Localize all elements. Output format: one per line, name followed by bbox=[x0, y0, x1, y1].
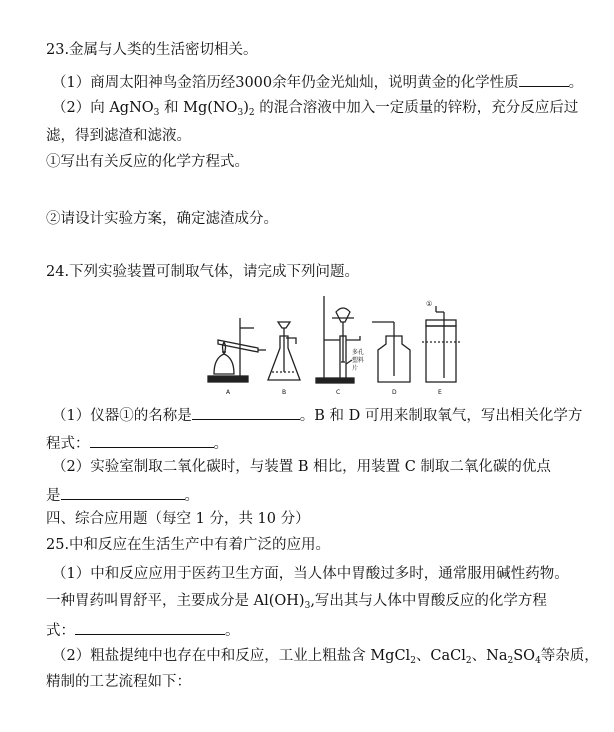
q23-part2-a: （2）向 AgNO bbox=[52, 100, 154, 116]
q25-title: 25.中和反应在生活生产中有着广泛的应用。 bbox=[46, 537, 331, 553]
q25-part2-e: 等杂质， bbox=[540, 648, 599, 664]
q25-part1-line2 bbox=[46, 591, 547, 611]
q24-advantage-blank[interactable] bbox=[61, 483, 185, 500]
q23-part2-b: 和 Mg(NO bbox=[159, 100, 238, 116]
q25-part2-d: SO bbox=[513, 648, 536, 664]
q23-part2 bbox=[52, 98, 578, 118]
q24-part2-line2 bbox=[46, 483, 199, 506]
q25-part2-a: （2）粗盐提纯中也存在中和反应，工业上粗盐含 MgCl bbox=[52, 648, 411, 664]
subscript-2: 2 bbox=[465, 656, 472, 666]
q24-part1-a: （1）仪器①的名称是 bbox=[52, 408, 192, 424]
q24-part1-b: 。B 和 D 可用来制取氧气，写出相关化学方 bbox=[299, 408, 583, 424]
annotation-porous: 多孔 bbox=[352, 349, 365, 356]
subscript-4: 4 bbox=[535, 656, 541, 666]
annotation-sheet: 片 bbox=[352, 365, 359, 372]
subscript-3: 3 bbox=[304, 601, 311, 611]
q24-instrument-name-blank[interactable] bbox=[192, 403, 300, 420]
q24-part2: （2）实验室制取二氧化碳时，与装置 B 相比，用装置 C 制取二氧化碳的优点 bbox=[52, 459, 551, 475]
subscript-2: 2 bbox=[248, 108, 255, 118]
marker-one: ① bbox=[426, 300, 433, 308]
q25-equation-blank[interactable] bbox=[75, 618, 225, 635]
q24-part1-line2-b: 。 bbox=[213, 436, 228, 452]
q25-part1-line3-a: 式： bbox=[46, 623, 75, 639]
apparatus-d bbox=[372, 322, 410, 382]
q24-title: 24.下列实验装置可制取气体，请完成下列问题。 bbox=[46, 264, 360, 280]
q24-part1-line2 bbox=[46, 431, 228, 454]
q23-sub2: ②请设计实验方案，确定滤渣成分。 bbox=[46, 211, 278, 227]
q25-part1-line3-b: 。 bbox=[225, 623, 240, 639]
q23-part1 bbox=[52, 70, 583, 93]
q23-title: 23.金属与人类的生活密切相关。 bbox=[46, 42, 258, 58]
q24-part1-line2-a: 程式： bbox=[46, 436, 90, 452]
annotation-plastic: 塑料 bbox=[352, 357, 365, 364]
subscript-2: 2 bbox=[410, 656, 416, 666]
subscript-2: 2 bbox=[507, 656, 514, 666]
label-a: A bbox=[226, 389, 231, 396]
subscript-3: 3 bbox=[153, 108, 160, 118]
label-c: C bbox=[336, 389, 341, 396]
q23-sub1: ①写出有关反应的化学方程式。 bbox=[46, 154, 249, 170]
q25-part2-c: 、Na bbox=[471, 648, 508, 664]
q23-part1-end: 。 bbox=[568, 75, 584, 91]
lab-apparatus-diagram bbox=[200, 292, 470, 398]
q23-part2-c: ) bbox=[243, 100, 249, 116]
section-4-title: 四、综合应用题（每空 1 分，共 10 分） bbox=[46, 511, 310, 527]
q25-part2-b: 、CaCl bbox=[415, 648, 466, 664]
subscript-3: 3 bbox=[237, 108, 244, 118]
q23-part1-answer-blank[interactable] bbox=[519, 70, 569, 87]
q25-part1-c: ,写出其与人体中胃酸反应的化学方程 bbox=[310, 593, 547, 609]
q25-part2-line2: 精制的工艺流程如下： bbox=[46, 674, 191, 690]
label-e: E bbox=[438, 389, 442, 396]
label-d: D bbox=[392, 389, 397, 396]
q23-part2-line2: 滤，得到滤渣和滤液。 bbox=[46, 128, 191, 144]
q25-part1-line3 bbox=[46, 618, 240, 641]
apparatus-b bbox=[268, 322, 300, 380]
q24-part2-line2-a: 是 bbox=[46, 488, 61, 504]
q25-part2 bbox=[52, 646, 599, 666]
q25-part1: （1）中和反应应用于医药卫生方面，当人体中胃酸过多时，通常服用碱性药物。 bbox=[52, 566, 569, 582]
q23-part1-text: （1）商周太阳神鸟金箔历经3000余年仍金光灿灿，说明黄金的化学性质 bbox=[52, 75, 519, 91]
q24-equation-blank[interactable] bbox=[90, 431, 214, 448]
q24-part1 bbox=[52, 403, 582, 426]
label-b: B bbox=[282, 389, 287, 396]
q23-part2-d: 的混合溶液中加入一定质量的锌粉，充分反应后过 bbox=[254, 100, 579, 116]
q25-part1-b: 一种胃药叫胃舒平，主要成分是 Al(OH) bbox=[46, 593, 305, 609]
apparatus-e bbox=[422, 306, 462, 382]
q24-part2-line2-b: 。 bbox=[184, 488, 199, 504]
apparatus-a bbox=[208, 318, 266, 382]
